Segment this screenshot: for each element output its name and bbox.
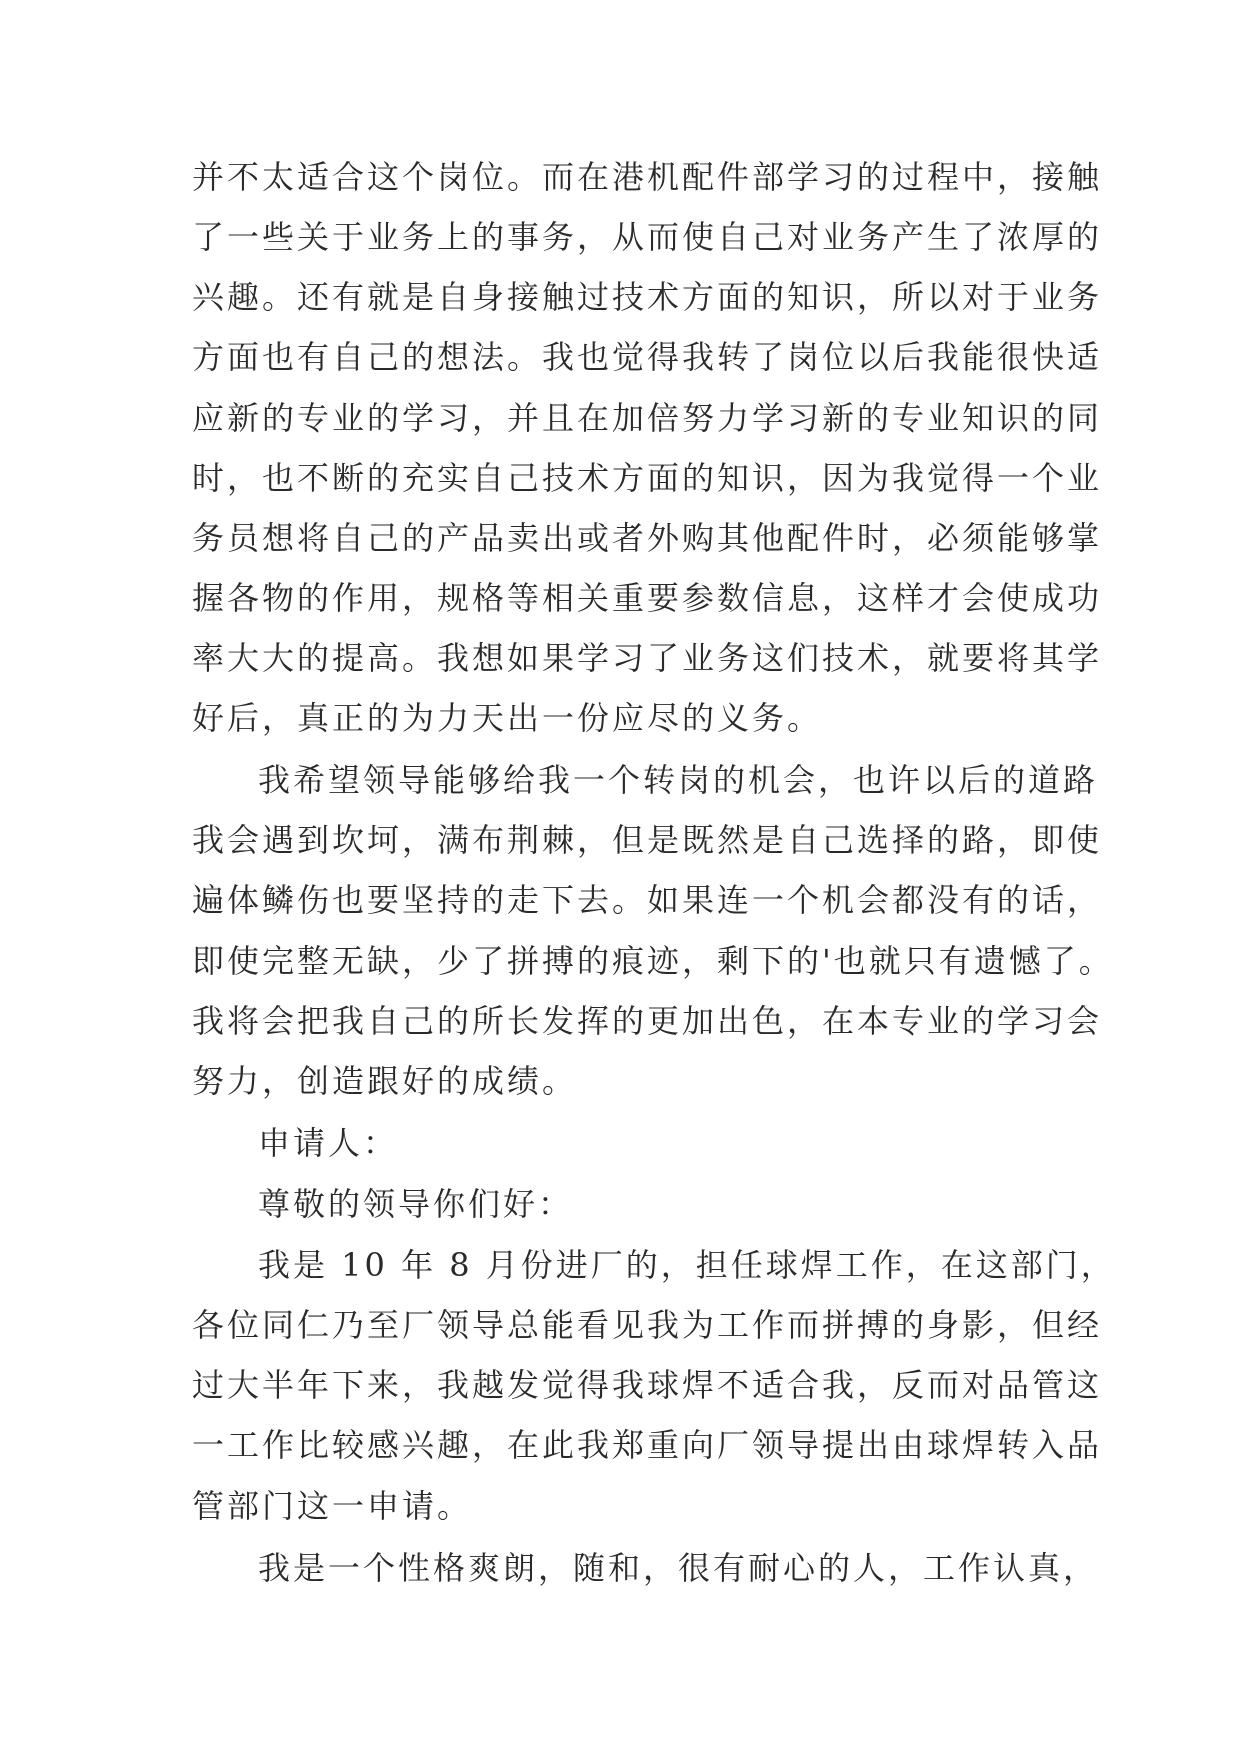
paragraph-first-line: 我是 10 年 8 月份进厂的，担任球焊工作，在这部门， [258,1246,1116,1284]
text-line: 握各物的作用，规格等相关重要参数信息，这样才会使成功 [192,579,1103,617]
salutation: 尊敬的领导你们好： [258,1185,574,1223]
text-line: 并不太适合这个岗位。而在港机配件部学习的过程中，接触 [192,158,1103,196]
text-line: 方面也有自己的想法。我也觉得我转了岗位以后我能很快适 [192,338,1103,376]
paragraph-first-line: 我是一个性格爽朗，随和，很有耐心的人，工作认真， [258,1549,1099,1587]
paragraph-first-line: 我希望领导能够给我一个转岗的机会，也许以后的道路 [258,761,1099,799]
text-line: 好后，真正的为力天出一份应尽的义务。 [192,699,823,737]
text-line: 时，也不断的充实自己技术方面的知识，因为我觉得一个业 [192,459,1103,497]
text-line: 各位同仁乃至厂领导总能看见我为工作而拼搏的身影，但经 [192,1306,1103,1344]
text-line: 我会遇到坎坷，满布荆棘，但是既然是自己选择的路，即使 [192,821,1103,859]
text-line: 遍体鳞伤也要坚持的走下去。如果连一个机会都没有的话， [192,881,1103,919]
text-line: 努力，创造跟好的成绩。 [192,1062,578,1100]
text-line: 了一些关于业务上的事务，从而使自己对业务产生了浓厚的 [192,218,1103,256]
text-line: 务员想将自己的产品卖出或者外购其他配件时，必须能够掌 [192,519,1103,557]
text-line: 应新的专业的学习，并且在加倍努力学习新的专业知识的同 [192,399,1103,437]
text-line: 兴趣。还有就是自身接触过技术方面的知识，所以对于业务 [192,278,1103,316]
text-line: 即使完整无缺，少了拼搏的痕迹，剩下的'也就只有遗憾了。 [192,942,1114,980]
text-line: 一工作比较感兴趣，在此我郑重向厂领导提出由球焊转入品 [192,1426,1103,1464]
applicant-label: 申请人： [258,1124,399,1162]
text-line: 我将会把我自己的所长发挥的更加出色，在本专业的学习会 [192,1002,1103,1040]
text-line: 管部门这一申请。 [192,1487,473,1525]
text-line: 过大半年下来，我越发觉得我球焊不适合我，反而对品管这 [192,1366,1103,1404]
text-line: 率大大的提高。我想如果学习了业务这们技术，就要将其学 [192,639,1103,677]
